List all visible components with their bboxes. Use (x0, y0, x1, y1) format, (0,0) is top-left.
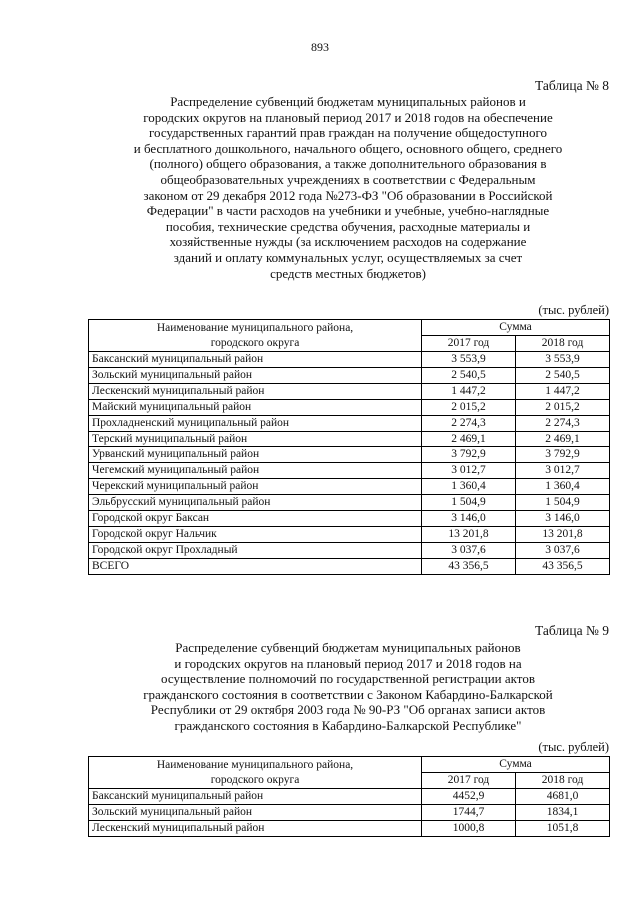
column-header-2017: 2017 год (422, 336, 516, 352)
cell-2018: 1834,1 (516, 804, 610, 820)
table-row (89, 367, 610, 383)
cell-2017: 4452,9 (422, 789, 516, 805)
table-8-body (89, 352, 610, 575)
column-header-sum: Сумма (422, 757, 610, 773)
table-row (89, 399, 610, 415)
caption-line: и бесплатного дошкольного, начального общего, основного общего, среднего (133, 140, 563, 156)
table-row (89, 431, 610, 447)
header-line: Наименование муниципального района, (156, 321, 354, 334)
table-row (89, 479, 610, 495)
table-row (89, 804, 610, 820)
page-number: 893 (311, 40, 329, 54)
cell-name: Лескенский муниципальный район (89, 820, 422, 836)
cell-2018: 3 037,6 (516, 542, 610, 558)
caption-line: городских округов на плановый период 2017 и 2018 годов на обеспечение (143, 109, 553, 125)
cell-2018: 1 360,4 (516, 479, 610, 495)
column-header-2018: 2018 год (516, 773, 610, 789)
cell-name: Городской округ Нальчик (89, 526, 422, 542)
cell-name: Урванский муниципальный район (89, 447, 422, 463)
caption-line: средств местных бюджетов) (270, 265, 426, 281)
cell-2018: 3 146,0 (516, 511, 610, 527)
cell-2018: 1 504,9 (516, 495, 610, 511)
table-9-body (89, 789, 610, 837)
table-8-units: (тыс. рублей) (538, 303, 609, 317)
cell-2018: 3 012,7 (516, 463, 610, 479)
caption-line: государственных гарантий прав граждан на получение общедоступного (149, 125, 547, 141)
caption-line: гражданского состояния в соответствии с Законом Кабардино-Балкарской (143, 686, 553, 702)
cell-2018: 1 447,2 (516, 383, 610, 399)
cell-name: Эльбрусский муниципальный район (89, 495, 422, 511)
table-row (89, 526, 610, 542)
table-row (89, 789, 610, 805)
cell-name: Баксанский муниципальный район (89, 352, 422, 368)
caption-line: и городских округов на плановый период 2017 и 2018 годов на (174, 655, 522, 671)
cell-2018: 2 015,2 (516, 399, 610, 415)
table-9-label: Таблица № 9 (535, 623, 609, 638)
caption-line: гражданского состояния в Кабардино-Балкарской Республике" (174, 717, 522, 733)
table-row (89, 463, 610, 479)
table-row (89, 352, 610, 368)
cell-2017: 3 012,7 (422, 463, 516, 479)
cell-2017: 2 015,2 (422, 399, 516, 415)
table-row (89, 495, 610, 511)
cell-2017: 2 274,3 (422, 415, 516, 431)
cell-2018: 1051,8 (516, 820, 610, 836)
cell-name: ВСЕГО (89, 558, 422, 574)
caption-line: (полного) общего образования, а также дополнительного образования в (149, 156, 547, 172)
cell-2017: 3 792,9 (422, 447, 516, 463)
table-row (89, 820, 610, 836)
table-9 (88, 756, 610, 837)
table-row (89, 511, 610, 527)
cell-2018: 13 201,8 (516, 526, 610, 542)
cell-name: Лескенский муниципальный район (89, 383, 422, 399)
caption-line: Распределение субвенций бюджетам муниципальных районов (175, 640, 521, 655)
header-line: городского округа (210, 773, 300, 786)
cell-2017: 1 447,2 (422, 383, 516, 399)
caption-line: зданий и оплату коммунальных услуг, осуществляемых за счет (173, 249, 523, 265)
cell-2017: 2 469,1 (422, 431, 516, 447)
cell-2018: 2 540,5 (516, 367, 610, 383)
table-9-units: (тыс. рублей) (538, 740, 609, 754)
cell-2018: 2 274,3 (516, 415, 610, 431)
cell-2018: 3 792,9 (516, 447, 610, 463)
cell-2018: 3 553,9 (516, 352, 610, 368)
header-line: Наименование муниципального района, (156, 758, 354, 771)
cell-2017: 3 037,6 (422, 542, 516, 558)
cell-name: Чегемский муниципальный район (89, 463, 422, 479)
cell-name: Майский муниципальный район (89, 399, 422, 415)
caption-line: осуществление полномочий по государственной регистрации актов (161, 671, 535, 687)
cell-2017: 43 356,5 (422, 558, 516, 574)
table-row (89, 383, 610, 399)
cell-2017: 1000,8 (422, 820, 516, 836)
column-header-name (89, 320, 422, 352)
column-header-sum: Сумма (422, 320, 610, 336)
caption-line: Республики от 29 октября 2003 года № 90-РЗ "Об органах записи актов (150, 702, 546, 718)
table-8-caption (88, 94, 608, 281)
caption-line: законом от 29 декабря 2012 года №273-ФЗ "Об образовании в Российской (143, 187, 553, 203)
caption-line: хозяйственные нужды (за исключением расходов на содержание (169, 234, 527, 250)
cell-2017: 1 504,9 (422, 495, 516, 511)
header-line: городского округа (210, 336, 300, 349)
cell-name: Черекский муниципальный район (89, 479, 422, 495)
cell-name: Прохладненский муниципальный район (89, 415, 422, 431)
column-header-name (89, 757, 422, 789)
cell-2018: 4681,0 (516, 789, 610, 805)
cell-2017: 3 553,9 (422, 352, 516, 368)
cell-name: Зольский муниципальный район (89, 804, 422, 820)
cell-2017: 1 360,4 (422, 479, 516, 495)
cell-2017: 2 540,5 (422, 367, 516, 383)
cell-2018: 43 356,5 (516, 558, 610, 574)
caption-line: общеобразовательных учреждениях в соответствии с Федеральным (160, 171, 536, 187)
table-row (89, 447, 610, 463)
cell-name: Городской округ Баксан (89, 511, 422, 527)
cell-2018: 2 469,1 (516, 431, 610, 447)
table-row (89, 415, 610, 431)
cell-name: Баксанский муниципальный район (89, 789, 422, 805)
cell-2017: 13 201,8 (422, 526, 516, 542)
caption-line: пособия, технические средства обучения, расходные материалы и (165, 218, 531, 234)
column-header-2018: 2018 год (516, 336, 610, 352)
table-8 (88, 319, 610, 575)
cell-2017: 1744,7 (422, 804, 516, 820)
column-header-2017: 2017 год (422, 773, 516, 789)
table-row (89, 542, 610, 558)
table-8-label: Таблица № 8 (535, 78, 609, 93)
cell-2017: 3 146,0 (422, 511, 516, 527)
caption-line: Федерации" в части расходов на учебники и учебные, учебно-наглядные (146, 203, 550, 219)
cell-name: Городской округ Прохладный (89, 542, 422, 558)
caption-line: Распределение субвенций бюджетам муниципальных районов и (170, 94, 526, 109)
cell-name: Зольский муниципальный район (89, 367, 422, 383)
table-9-caption (88, 640, 608, 734)
cell-name: Терский муниципальный район (89, 431, 422, 447)
table-row (89, 558, 610, 574)
